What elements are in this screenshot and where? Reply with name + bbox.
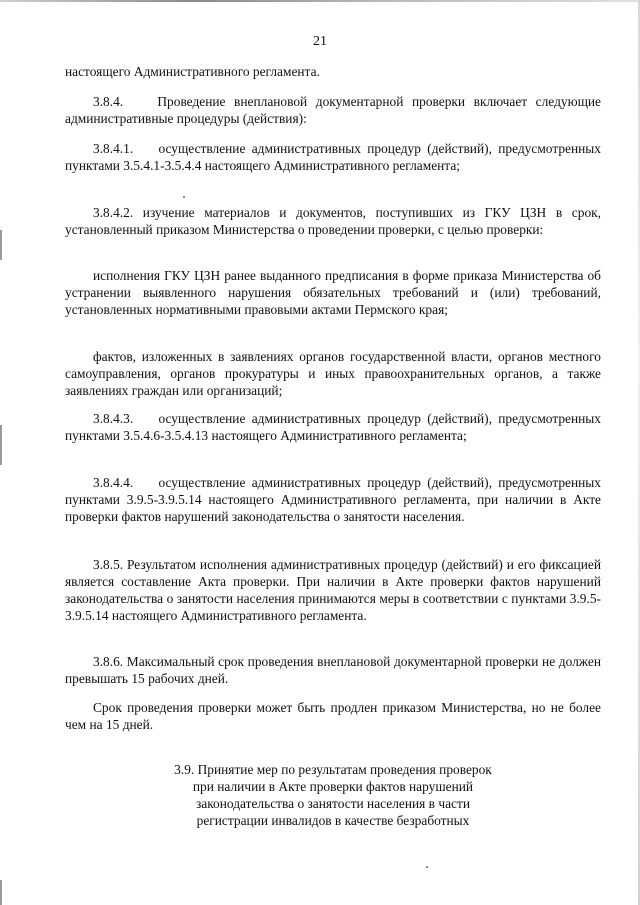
section-heading-line: законодательства о занятости населения в части	[195, 796, 470, 811]
section-heading	[65, 761, 601, 829]
scan-left-mark	[0, 230, 2, 260]
page-number: 21	[313, 34, 327, 49]
paragraph: фактов, изложенных в заявлениях органов государственной власти, органов местного самоуправления, органов прокуратуры и иных правоохранительных органов, а также заявлениях граждан или организаций;	[65, 349, 601, 398]
paragraph: 3.8.4.1. осуществление административных процедур (действий), предусмотренных пунктами 3.5.4.1-3.5.4.4 настоящего Административного регламента;	[65, 141, 601, 173]
section-heading-line: регистрации инвалидов в качестве безработных	[196, 813, 470, 828]
scan-left-mark	[0, 425, 2, 465]
paragraph: 3.8.4.2. изучение материалов и документов, поступивших из ГКУ ЦЗН в срок, установленный приказом Министерства о проведении проверки, с целью проверки:	[65, 205, 601, 237]
paragraph: Срок проведения проверки может быть продлен приказом Министерства, но не более чем на 15 дней.	[65, 700, 601, 732]
paragraph: настоящего Административного регламента.	[65, 64, 320, 79]
paragraph: исполнения ГКУ ЦЗН ранее выданного предписания в форме приказа Министерства об устранении выявленного нарушения обязательных требований и (или) требований, установленных нормативными правовыми актами Пермского края;	[65, 268, 601, 317]
paragraph: 3.8.6. Максимальный срок проведения внеплановой документарной проверки не должен превышать 15 рабочих дней.	[65, 654, 601, 686]
paragraph: 3.8.4.4. осуществление административных процедур (действий), предусмотренных пунктами 3.9.5-3.9.5.14 настоящего Административного регламента, при наличии в Акте проверки фактов нарушений законодательства о занятости населения.	[65, 475, 601, 524]
paragraph: 3.8.4.3. осуществление административных процедур (действий), предусмотренных пунктами 3.5.4.6-3.5.4.13 настоящего Административного регламента;	[65, 411, 601, 443]
paragraph: 3.8.4. Проведение внеплановой документарной проверки включает следующие административные процедуры (действия):	[65, 94, 601, 126]
scan-left-mark	[0, 880, 2, 905]
section-heading-line: 3.9. Принятие мер по результатам проведения проверок	[174, 762, 492, 777]
scan-speck	[183, 196, 185, 198]
scan-top-edge	[0, 0, 640, 2]
scan-speck	[426, 866, 428, 868]
section-heading-line: при наличии в Акте проверки фактов нарушений	[192, 779, 474, 794]
paragraph: 3.8.5. Результатом исполнения административных процедур (действий) и его фиксацией является составление Акта проверки. При наличии в Акте проверки фактов нарушений законодательства о занятости населения принимаются меры в соответствии с пунктами 3.9.5-3.9.5.14 настоящего Административного регламента.	[65, 557, 601, 623]
